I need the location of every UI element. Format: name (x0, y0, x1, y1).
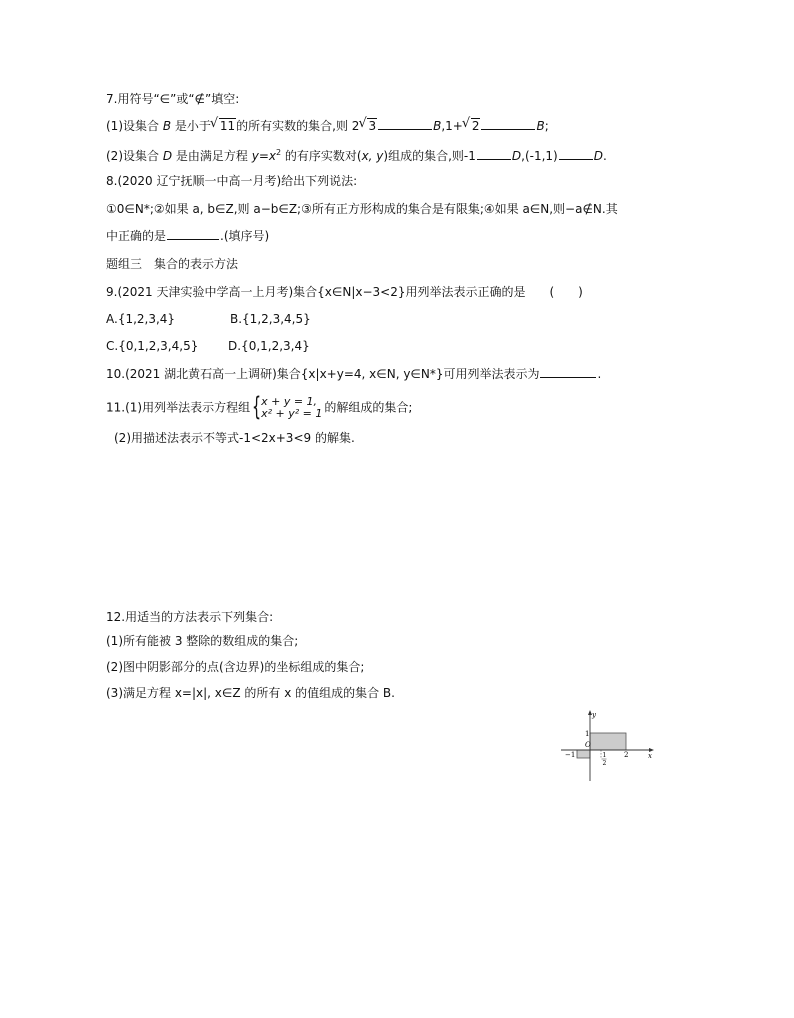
q7-p2-end: . (602, 149, 607, 163)
answer-blank-q7-1a[interactable] (378, 118, 432, 130)
q7-p2-exp: 2 (275, 148, 282, 157)
q7-title: 7.用符号“∈”或“∉”填空: (106, 92, 240, 106)
q7-p1-end: ; (544, 119, 549, 133)
q11-p1-suffix: 的解组成的集合; (324, 400, 413, 415)
q8-line2-prefix: 中正确的是 (106, 229, 167, 243)
q7-p1-var3: B (536, 119, 545, 133)
q7-p2-mid: 是由满足方程 (172, 149, 252, 163)
answer-blank-q7-2b[interactable] (559, 148, 593, 160)
q7-p1-mid2: 的所有实数的集合,则 2 (236, 119, 360, 133)
sqrt-11-radicand: 11 (219, 119, 236, 133)
answer-blank-q8[interactable] (167, 228, 219, 240)
q9-option-a: A.{1,2,3,4} (106, 312, 176, 326)
q8-line2-suffix: .(填序号) (220, 229, 270, 243)
q7-p2-var: D (162, 149, 173, 163)
sqrt-2-radicand: 2 (471, 119, 480, 133)
section-heading: 题组三 集合的表示方法 (106, 257, 239, 271)
shaded-region-lower (577, 750, 590, 758)
q9-option-b: B.{1,2,3,4,5} (230, 312, 311, 326)
q7-p2-var3: D (593, 149, 603, 163)
equation-2: x² + y² = 1 (261, 407, 323, 420)
q9-option-c: C.{0,1,2,3,4,5} (106, 339, 199, 353)
q8-line2 (106, 228, 269, 244)
q9-title: 9.(2021 天津实验中学高一上月考)集合{x∈N|x−3<2}用列举法表示正确的是 ( ) (106, 285, 583, 299)
answer-blank-q10[interactable] (540, 366, 596, 378)
sqrt-2 (463, 118, 481, 134)
q7-p2-mid2: 的有序实数对( (281, 149, 362, 163)
q7-p2-var2: D (511, 149, 522, 163)
tick-y-1: 1 (585, 730, 590, 738)
tick-half-numerator: 1 (602, 752, 607, 759)
q12-part3: (3)满足方程 x=|x|, x∈Z 的所有 x 的值组成的集合 B. (106, 686, 395, 700)
answer-blank-q7-1b[interactable] (481, 118, 535, 130)
q8-title: 8.(2020 辽宁抚顺一中高一月考)给出下列说法: (106, 174, 358, 188)
q11-p1-prefix: 11.(1)用列举法表示方程组 (106, 400, 251, 415)
q7-part2 (106, 145, 607, 164)
q8-line1: ①0∈N*;②如果 a, b∈Z,则 a−b∈Z;③所有正方形构成的集合是有限集;④如果 a∈N,则−a∉N.其 (106, 202, 618, 216)
sqrt-3-radicand: 3 (368, 119, 377, 133)
q7-p1-prefix: (1)设集合 (106, 119, 163, 133)
q7-p2-mid4: ,(-1,1) (521, 149, 558, 163)
equation-system (252, 392, 323, 422)
q7-p1-var2: B (433, 119, 442, 133)
q7-p2-xy: x, y (361, 149, 384, 163)
q7-p1-var: B (162, 119, 172, 133)
sqrt-11 (211, 118, 236, 134)
tick-half-denominator: 2 (602, 760, 607, 767)
sqrt-3 (359, 118, 377, 134)
q10-suffix: . (597, 367, 602, 381)
brace-symbol: { (252, 392, 262, 422)
shaded-region-upper (590, 733, 626, 750)
origin-label: O (585, 741, 591, 749)
q9-option-d: D.{0,1,2,3,4} (228, 339, 310, 353)
coordinate-figure (557, 707, 657, 785)
y-axis-label: y (592, 711, 596, 719)
equation-1: x + y = 1, (261, 395, 318, 408)
q7-p2-eq: y=x (251, 149, 276, 163)
q7-p2-prefix: (2)设集合 (106, 149, 163, 163)
answer-blank-q7-2a[interactable] (477, 148, 511, 160)
tick-x-2: 2 (624, 751, 629, 759)
tick-x-minus-1: −1 (565, 751, 576, 759)
q7-p1-mid3: ,1+ (441, 119, 463, 133)
q12-part2: (2)图中阴影部分的点(含边界)的坐标组成的集合; (106, 660, 365, 674)
q10 (106, 366, 601, 382)
q7-p2-mid3: )组成的集合,则-1 (383, 149, 476, 163)
q12-title: 12.用适当的方法表示下列集合: (106, 610, 274, 624)
x-axis-label: x (648, 752, 652, 760)
q11-part2: (2)用描述法表示不等式-1<2x+3<9 的解集. (114, 431, 355, 445)
q12-part1: (1)所有能被 3 整除的数组成的集合; (106, 634, 299, 648)
q7-part1 (106, 118, 549, 134)
q10-prefix: 10.(2021 湖北黄石高一上调研)集合{x|x+y=4, x∈N, y∈N*}可用列举法表示为 (106, 367, 540, 381)
q11-part1 (106, 392, 413, 422)
q7-p1-mid: 是小于 (171, 119, 211, 133)
